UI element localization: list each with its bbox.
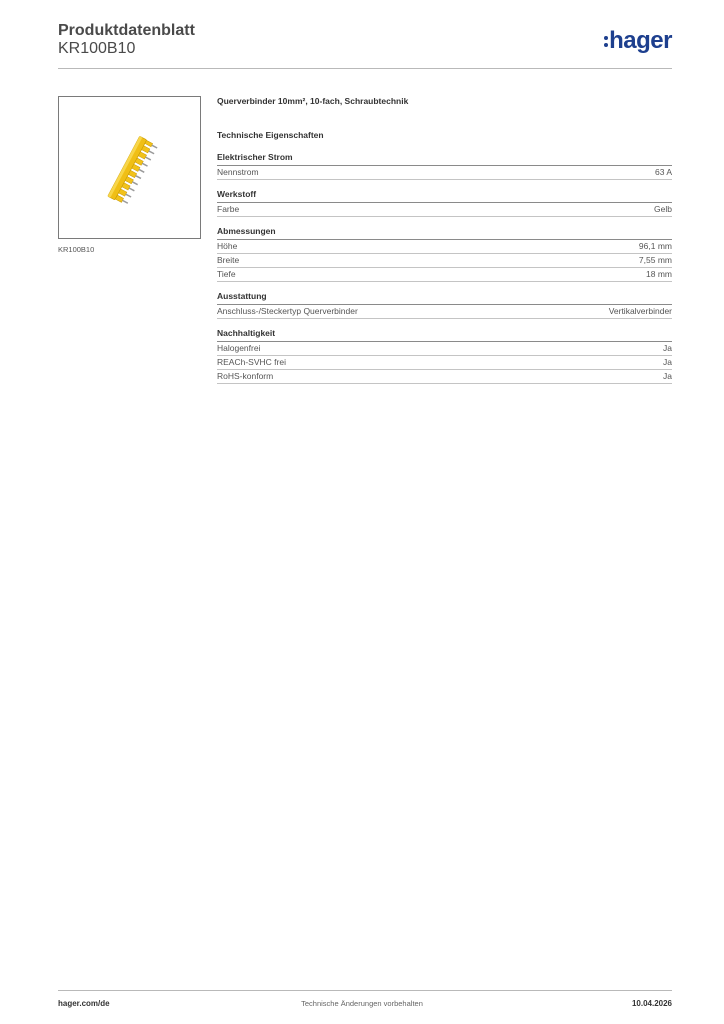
footer-date: 10.04.2026 — [631, 999, 672, 1008]
section-abmessungen — [217, 226, 672, 282]
property-label: Tiefe — [217, 269, 236, 279]
footer-divider — [58, 990, 672, 991]
property-label: RoHS-konform — [217, 371, 274, 381]
property-value: Gelb — [654, 204, 672, 214]
property-row — [217, 254, 672, 268]
property-label: Breite — [217, 255, 240, 265]
hager-logo — [604, 27, 672, 55]
property-value: 7,55 mm — [638, 255, 672, 265]
property-value: 63 A — [654, 167, 672, 177]
section-title: Abmessungen — [217, 226, 672, 240]
section-nachhaltigkeit — [217, 328, 672, 384]
property-label: Halogenfrei — [217, 343, 261, 353]
property-value: Ja — [663, 357, 672, 367]
property-row — [217, 356, 672, 370]
page-title: Produktdatenblatt — [58, 22, 195, 39]
property-row — [217, 240, 672, 254]
comb-busbar-icon — [59, 97, 202, 240]
section-ausstattung — [217, 291, 672, 319]
image-caption: KR100B10 — [58, 245, 95, 254]
property-value: Ja — [663, 343, 672, 353]
logo-text: hager — [609, 27, 672, 54]
property-label: REACh-SVHC frei — [217, 357, 286, 367]
product-image — [58, 96, 201, 239]
section-title: Elektrischer Strom — [217, 152, 672, 166]
header-divider — [58, 68, 672, 69]
product-code: KR100B10 — [58, 40, 136, 57]
product-name: Querverbinder 10mm², 10-fach, Schraubtechnik — [217, 96, 409, 106]
section-title: Nachhaltigkeit — [217, 328, 672, 342]
property-row — [217, 342, 672, 356]
footer-website-link[interactable]: hager.com/de — [58, 999, 110, 1008]
property-value: 18 mm — [646, 269, 672, 279]
footer-notice: Technische Änderungen vorbehalten — [301, 999, 423, 1008]
property-row — [217, 370, 672, 384]
tech-properties-heading: Technische Eigenschaften — [217, 130, 324, 140]
section-werkstoff — [217, 189, 672, 217]
section-elektrischer-strom — [217, 152, 672, 180]
property-value: Ja — [663, 371, 672, 381]
property-value: Vertikalverbinder — [608, 306, 672, 316]
property-label: Höhe — [217, 241, 238, 251]
section-title: Werkstoff — [217, 189, 672, 203]
property-value: 96,1 mm — [638, 241, 672, 251]
property-label: Nennstrom — [217, 167, 259, 177]
property-label: Farbe — [217, 204, 240, 214]
product-details — [217, 96, 672, 393]
property-label: Anschluss-/Steckertyp Querverbinder — [217, 306, 358, 316]
property-row — [217, 203, 672, 217]
property-row — [217, 305, 672, 319]
property-row — [217, 166, 672, 180]
property-row — [217, 268, 672, 282]
logo-dots-icon — [604, 33, 608, 50]
section-title: Ausstattung — [217, 291, 672, 305]
